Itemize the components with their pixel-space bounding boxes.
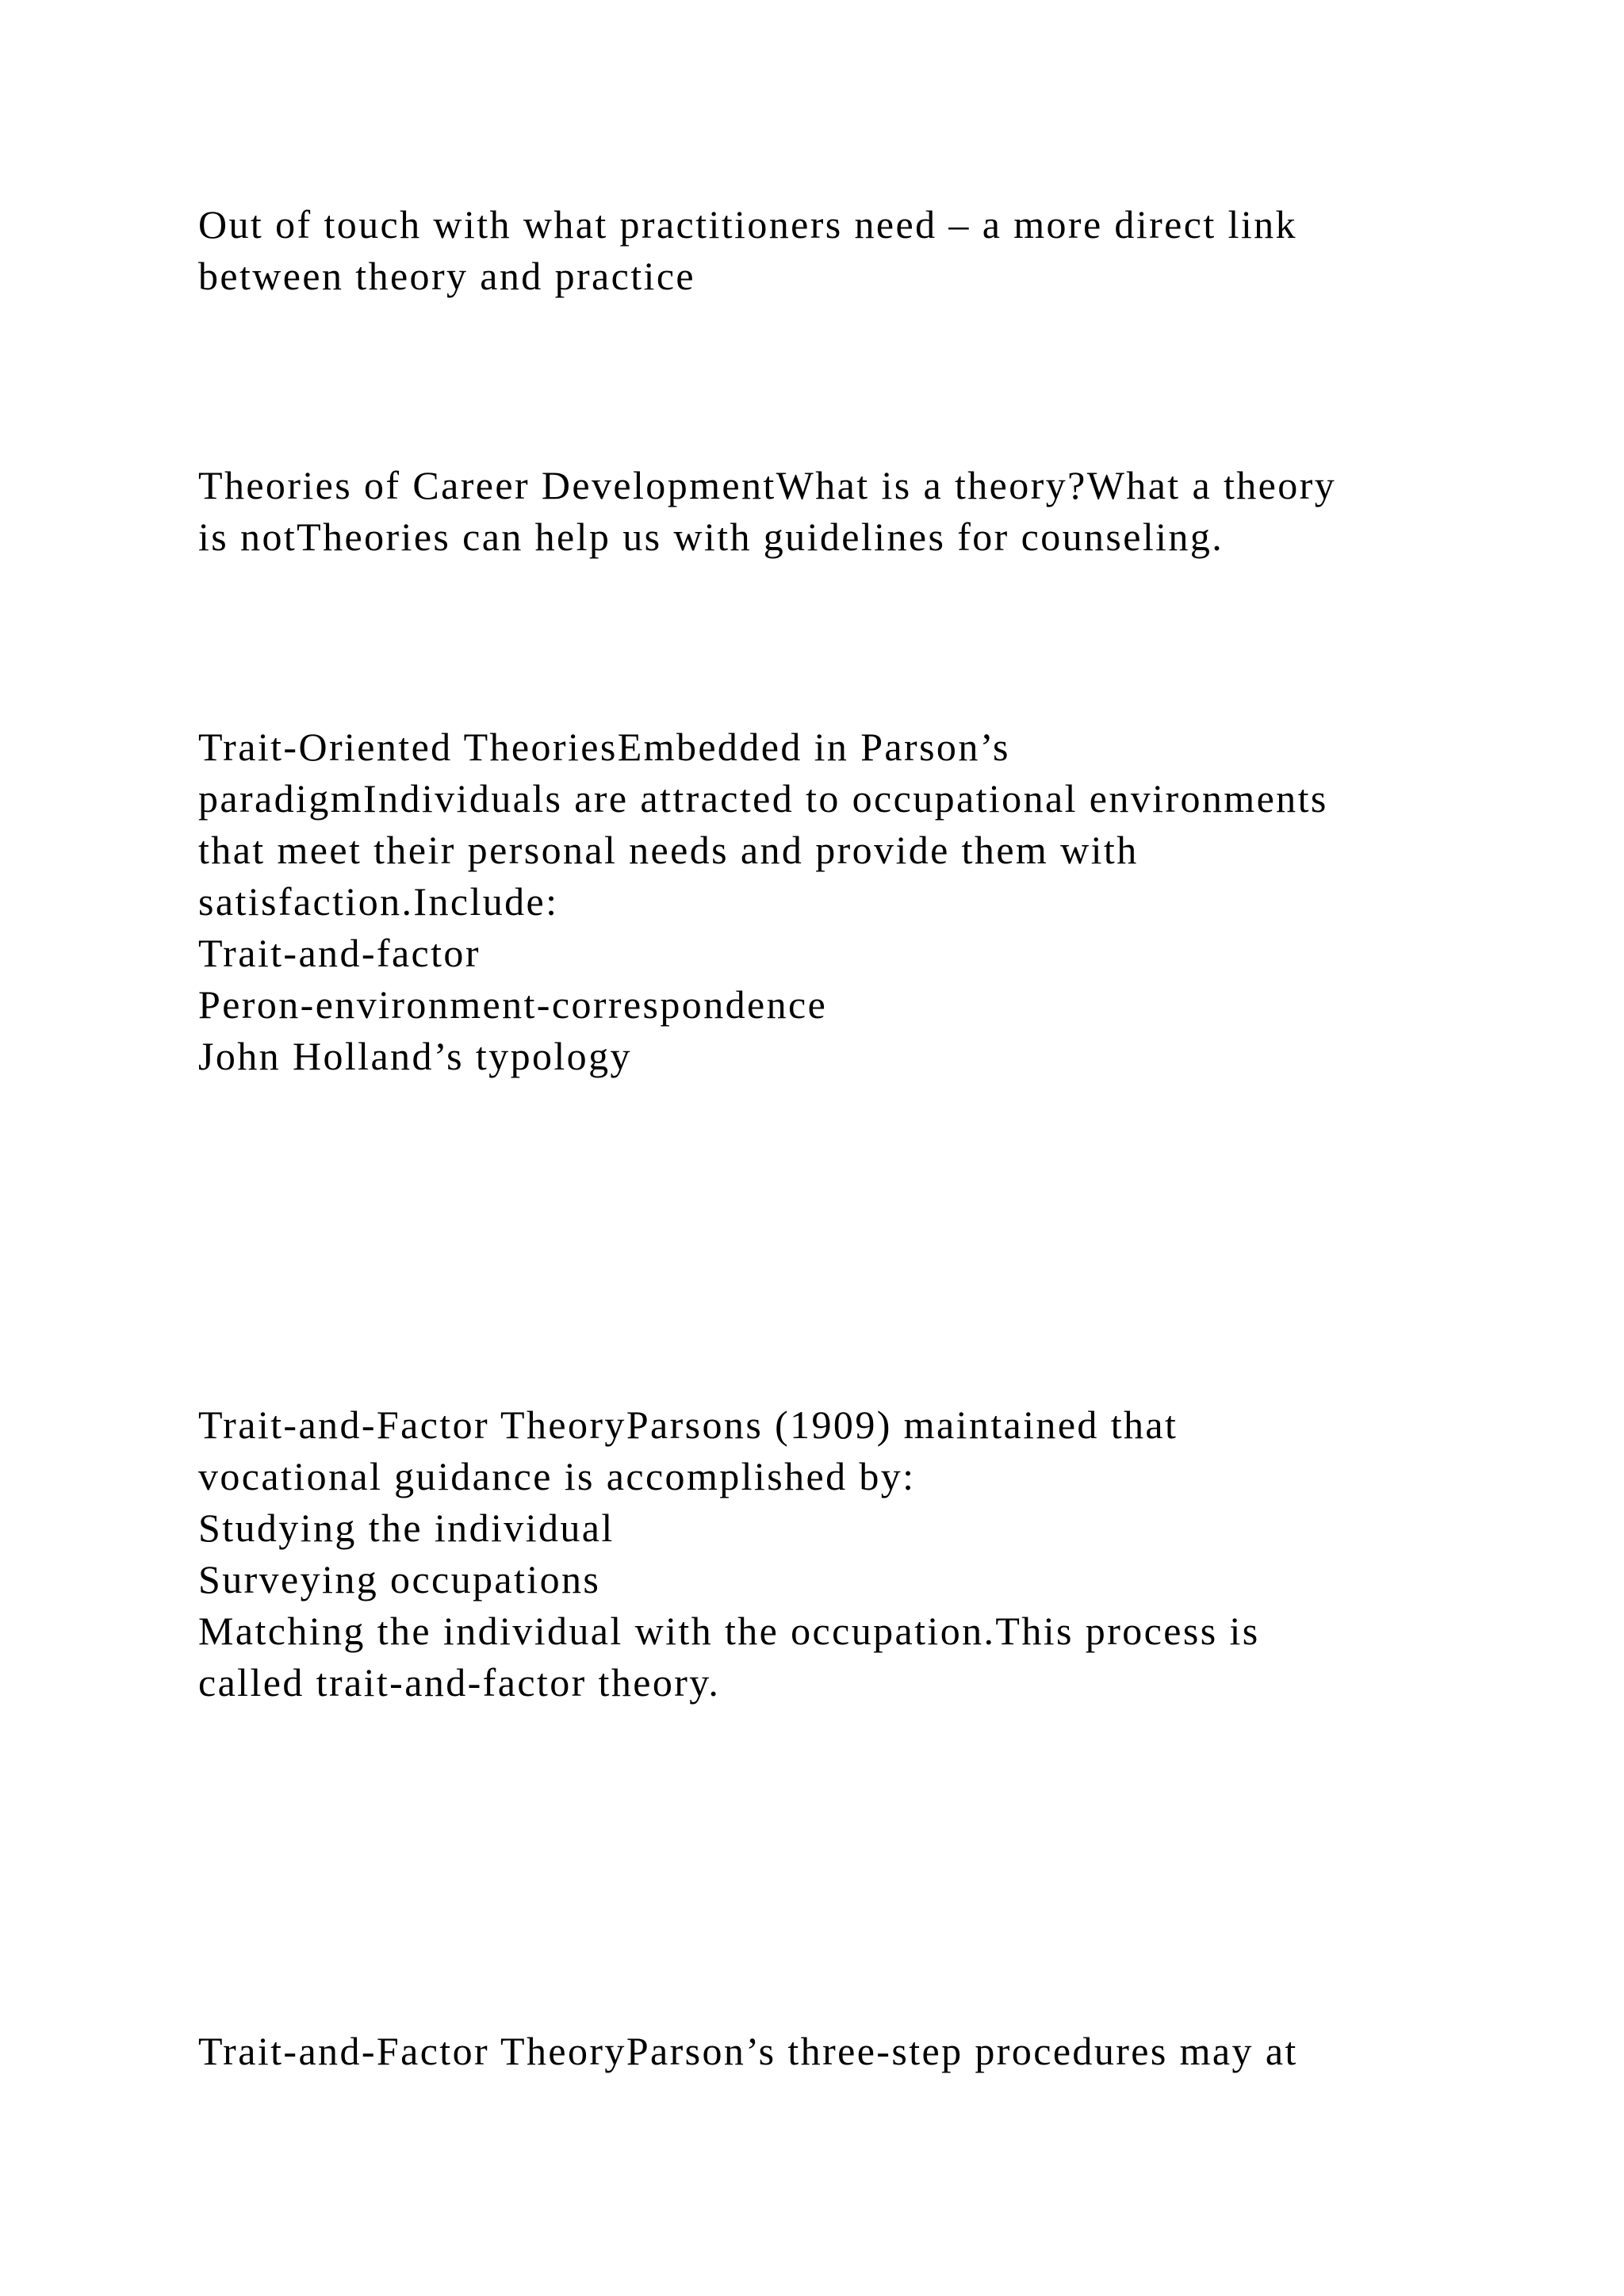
text-line: Theories of Career DevelopmentWhat is a theory?What a theory <box>198 463 1337 507</box>
text-line: paradigmIndividuals are attracted to occupational environments <box>198 776 1328 821</box>
text-line: between theory and practice <box>198 254 696 298</box>
text-line: Trait-and-Factor TheoryParson’s three-step procedures may at <box>198 2029 1298 2073</box>
text-line: called trait-and-factor theory. <box>198 1660 721 1705</box>
text-line: Surveying occupations <box>198 1557 601 1601</box>
text-line: Out of touch with what practitioners need – a more direct link <box>198 202 1297 247</box>
text-line: Trait-and-factor <box>198 931 481 975</box>
text-line: Trait-Oriented TheoriesEmbedded in Parson’s <box>198 725 1010 769</box>
text-line: Trait-and-Factor TheoryParsons (1909) maintained that <box>198 1402 1178 1447</box>
text-line: John Holland’s typology <box>198 1034 632 1078</box>
text-line: Matching the individual with the occupation.This process is <box>198 1609 1260 1653</box>
text-line: vocational guidance is accomplished by: <box>198 1454 916 1498</box>
text-line: satisfaction.Include: <box>198 879 559 924</box>
text-line: is notTheories can help us with guidelines for counseling. <box>198 515 1224 559</box>
text-line: Studying the individual <box>198 1506 615 1550</box>
text-line: Peron-environment-correspondence <box>198 982 828 1027</box>
text-line: that meet their personal needs and provide them with <box>198 828 1139 872</box>
